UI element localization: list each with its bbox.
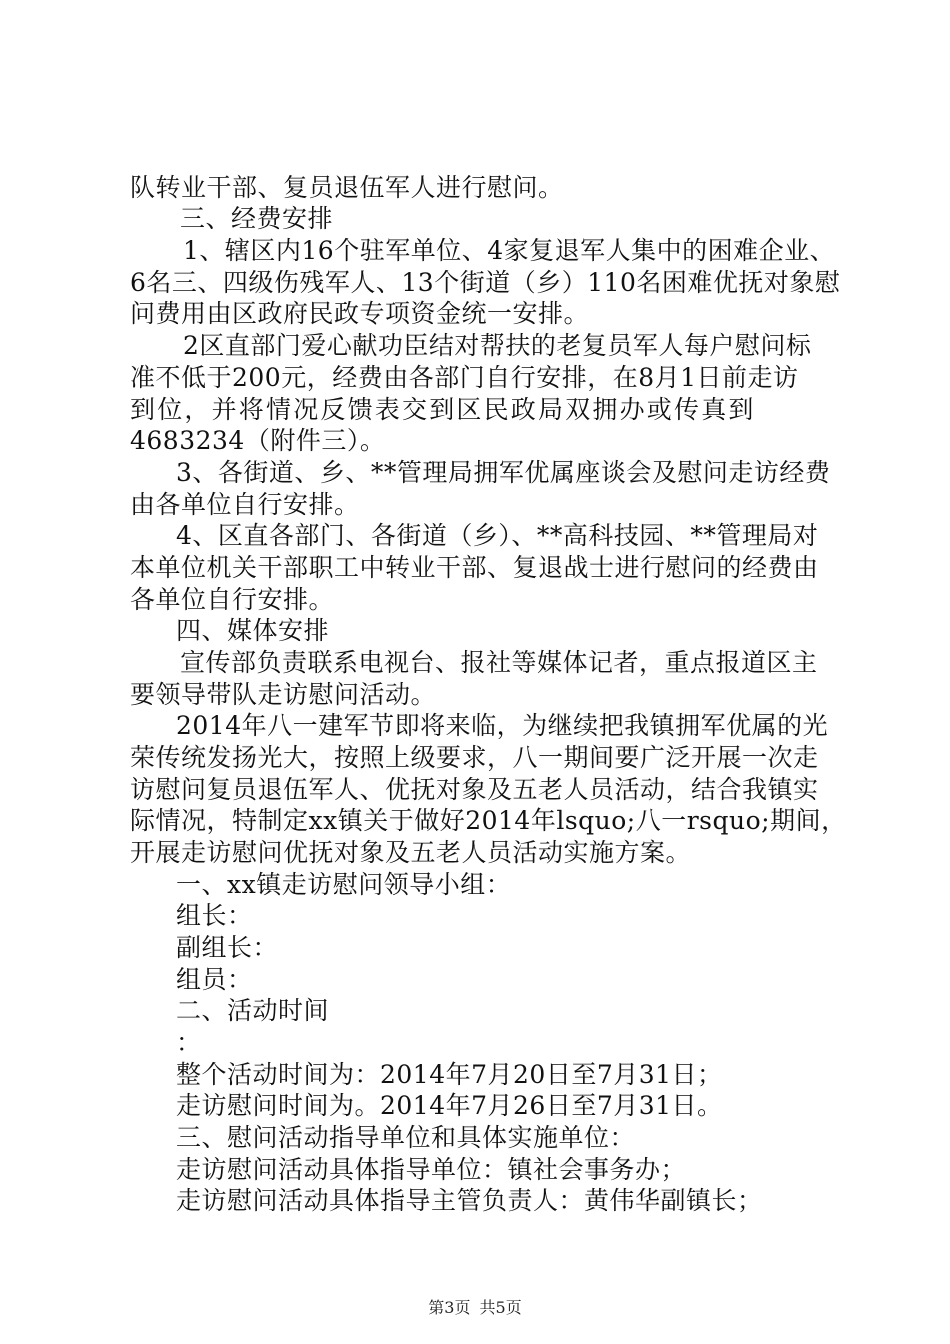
text-line: 宣传部负责联系电视台、报社等媒体记者，重点报道区主	[180, 648, 818, 677]
text-line: 2014年八一建军节即将来临，为继续把我镇拥军优属的光	[176, 711, 829, 740]
text-line: 要领导带队走访慰问活动。	[130, 680, 437, 709]
text-line: 荣传统发扬光大，按照上级要求，八一期间要广泛开展一次走	[130, 743, 819, 772]
section-heading: 四、媒体安排	[176, 616, 330, 645]
text-line: 开展走访慰问优抚对象及五老人员活动实施方案。	[130, 838, 692, 867]
text-line: ：	[176, 1028, 202, 1057]
text-line: 队转业干部、复员退伍军人进行慰问。	[130, 173, 564, 202]
page-footer	[0, 1298, 950, 1318]
text-line: 4、区直各部门、各街道（乡）、**高科技园、**管理局对	[176, 521, 819, 550]
text-line: 访慰问复员退伍军人、优抚对象及五老人员活动，结合我镇实	[130, 775, 819, 804]
text-line: 1、辖区内16个驻军单位、4家复退军人集中的困难企业、	[183, 236, 836, 265]
section-heading: 二、活动时间	[176, 996, 330, 1025]
text-line: 准不低于200元，经费由各部门自行安排，在8月1日前走访	[130, 363, 799, 392]
text-line: 2区直部门爱心献功臣结对帮扶的老复员军人每户慰问标	[183, 331, 812, 360]
text-line: 组长：	[176, 901, 253, 930]
text-line: 问费用由区政府民政专项资金统一安排。	[130, 299, 590, 328]
text-line: 整个活动时间为：2014年7月20日至7月31日；	[176, 1060, 723, 1089]
text-line: 6名三、四级伤残军人、13个街道（乡）110名困难优抚对象慰	[130, 268, 841, 297]
section-heading: 三、慰问活动指导单位和具体实施单位：	[176, 1123, 636, 1152]
text-line: 走访慰问时间为。2014年7月26日至7月31日。	[176, 1091, 723, 1120]
text-line: 本单位机关干部职工中转业干部、复退战士进行慰问的经费由	[130, 553, 819, 582]
section-heading: 一、xx镇走访慰问领导小组：	[176, 870, 512, 899]
page-total: 共5页	[479, 1298, 522, 1317]
text-line: 走访慰问活动具体指导主管负责人：黄伟华副镇长；	[176, 1186, 763, 1215]
text-line: 到位，并将情况反馈表交到区民政局双拥办或传真到	[130, 395, 756, 424]
text-line: 各单位自行安排。	[130, 585, 335, 614]
section-heading: 三、经费安排	[180, 204, 334, 233]
text-line: 走访慰问活动具体指导单位：镇社会事务办；	[176, 1155, 687, 1184]
page-number: 第3页	[428, 1298, 471, 1317]
text-line: 由各单位自行安排。	[130, 490, 360, 519]
text-line: 副组长：	[176, 933, 279, 962]
text-line: 组员：	[176, 965, 253, 994]
text-line: 4683234（附件三）。	[130, 426, 386, 455]
text-line: 3、各街道、乡、**管理局拥军优属座谈会及慰问走访经费	[176, 458, 831, 487]
text-line: 际情况，特制定xx镇关于做好2014年lsquo;八一rsquo;期间，	[130, 806, 847, 835]
